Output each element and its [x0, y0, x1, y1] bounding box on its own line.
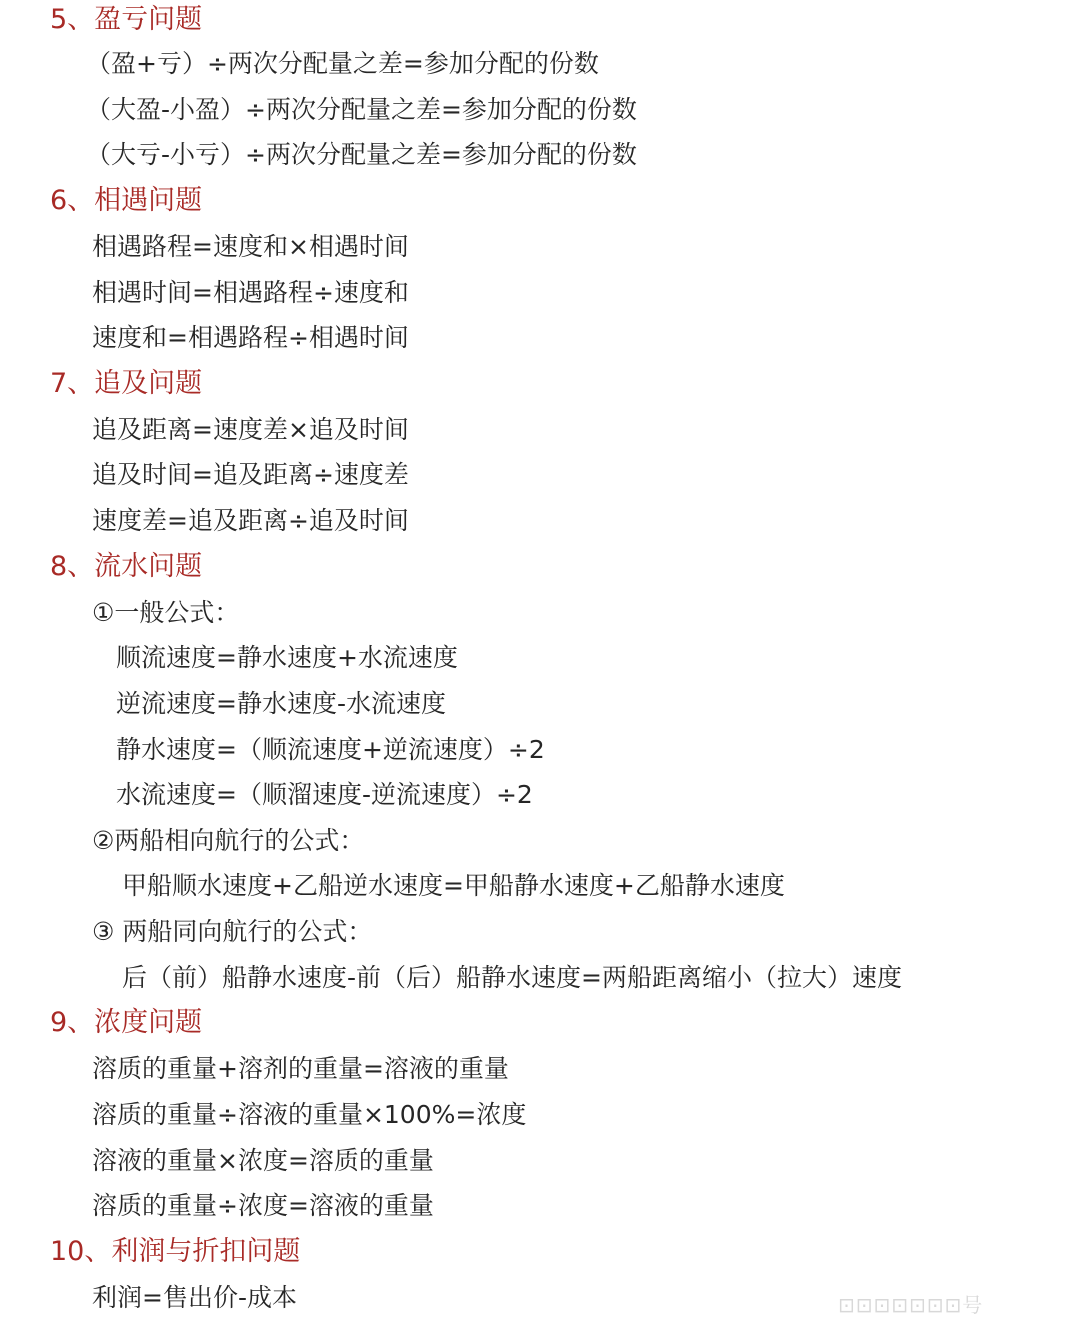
formula-line: 利润=售出价-成本 — [92, 1283, 297, 1312]
formula-line: 逆流速度=静水速度-水流速度 — [116, 689, 446, 718]
formula-line: 速度和=相遇路程÷相遇时间 — [92, 323, 409, 352]
formula-line: 溶质的重量÷溶液的重量×100%=浓度 — [92, 1100, 527, 1129]
formula-line: 速度差=追及距离÷追及时间 — [92, 506, 409, 535]
formula-line: 后（前）船静水速度-前（后）船静水速度=两船距离缩小（拉大）速度 — [122, 963, 902, 992]
section-heading-chasing: 7、追及问题 — [50, 368, 203, 399]
subsection-title: ①一般公式： — [92, 598, 240, 627]
section-heading-profit-discount: 10、利润与折扣问题 — [50, 1236, 301, 1267]
formula-line: （大盈-小盈）÷两次分配量之差=参加分配的份数 — [86, 95, 637, 124]
formula-line: 相遇路程=速度和×相遇时间 — [92, 232, 409, 261]
formula-line: 追及距离=速度差×追及时间 — [92, 415, 409, 444]
formula-line: 甲船顺水速度+乙船逆水速度=甲船静水速度+乙船静水速度 — [122, 871, 785, 900]
formula-line: 顺流速度=静水速度+水流速度 — [116, 643, 458, 672]
subsection-title: ③ 两船同向航行的公式： — [92, 917, 373, 946]
formula-line: 相遇时间=相遇路程÷速度和 — [92, 278, 409, 307]
section-heading-flowing-water: 8、流水问题 — [50, 551, 203, 582]
subsection-title: ②两船相向航行的公式： — [92, 826, 365, 855]
formula-line: 溶液的重量×浓度=溶质的重量 — [92, 1146, 434, 1175]
formula-line: （大亏-小亏）÷两次分配量之差=参加分配的份数 — [86, 140, 637, 169]
formula-line: （盈+亏）÷两次分配量之差=参加分配的份数 — [86, 49, 599, 78]
section-heading-concentration: 9、浓度问题 — [50, 1007, 203, 1038]
formula-line: 溶质的重量+溶剂的重量=溶液的重量 — [92, 1054, 509, 1083]
formula-line: 溶质的重量÷浓度=溶液的重量 — [92, 1191, 434, 1220]
formula-line: 追及时间=追及距离÷速度差 — [92, 460, 409, 489]
formula-line: 静水速度=（顺流速度+逆流速度）÷2 — [116, 735, 545, 764]
watermark: ⊡⊡⊡⊡⊡⊡⊡号 — [838, 1293, 984, 1317]
formula-line: 水流速度=（顺溜速度-逆流速度）÷2 — [116, 780, 533, 809]
section-heading-meeting: 6、相遇问题 — [50, 185, 203, 216]
section-heading-profit-loss: 5、盈亏问题 — [50, 4, 203, 35]
